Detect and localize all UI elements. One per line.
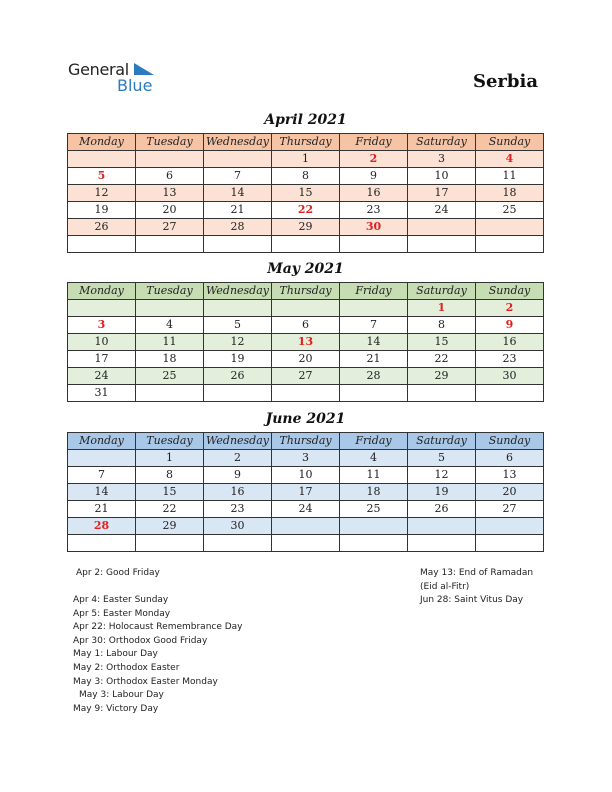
day-cell: 1 — [136, 450, 204, 467]
day-cell: 5 — [68, 168, 136, 185]
empty-day-cell — [204, 151, 272, 168]
calendar-may — [67, 282, 544, 402]
holiday-item: Apr 22: Holocaust Remembrance Day — [73, 622, 243, 632]
day-cell: 23 — [204, 501, 272, 518]
day-cell: 7 — [204, 168, 272, 185]
day-cell: 25 — [476, 202, 544, 219]
weekday-header-row — [68, 283, 544, 300]
day-cell: 3 — [408, 151, 476, 168]
weekday-header-sunday: Sunday — [476, 283, 544, 300]
day-cell: 16 — [340, 185, 408, 202]
week-row — [68, 450, 544, 467]
empty-day-cell — [476, 535, 544, 552]
empty-day-cell — [476, 236, 544, 253]
empty-day-cell — [408, 236, 476, 253]
week-row — [68, 467, 544, 484]
day-cell: 27 — [272, 368, 340, 385]
day-cell: 9 — [204, 467, 272, 484]
day-cell: 9 — [340, 168, 408, 185]
day-cell: 5 — [408, 450, 476, 467]
holiday-item: May 1: Labour Day — [73, 649, 158, 659]
holiday-item: May 3: Labour Day — [79, 690, 164, 700]
month-title-may: May 2021 — [267, 261, 344, 277]
day-cell: 10 — [272, 467, 340, 484]
week-row — [68, 219, 544, 236]
holiday-item: May 9: Victory Day — [73, 704, 159, 714]
day-cell: 14 — [340, 334, 408, 351]
day-cell: 30 — [340, 219, 408, 236]
day-cell: 12 — [204, 334, 272, 351]
holiday-item-continued: (Eid al-Fitr) — [420, 582, 470, 592]
day-cell: 24 — [408, 202, 476, 219]
day-cell: 3 — [272, 450, 340, 467]
day-cell: 16 — [204, 484, 272, 501]
day-cell: 18 — [476, 185, 544, 202]
day-cell: 11 — [340, 467, 408, 484]
week-row — [68, 202, 544, 219]
day-cell: 30 — [204, 518, 272, 535]
day-cell: 6 — [476, 450, 544, 467]
day-cell: 17 — [272, 484, 340, 501]
country-title: Serbia — [472, 71, 538, 92]
weekday-header-thursday: Thursday — [272, 433, 340, 450]
weekday-header-saturday: Saturday — [408, 283, 476, 300]
empty-day-cell — [408, 535, 476, 552]
weekday-header-sunday: Sunday — [476, 433, 544, 450]
day-cell: 21 — [68, 501, 136, 518]
holiday-item: May 2: Orthodox Easter — [73, 663, 180, 673]
day-cell: 15 — [408, 334, 476, 351]
empty-day-cell — [136, 535, 204, 552]
day-cell: 29 — [272, 219, 340, 236]
day-cell: 6 — [272, 317, 340, 334]
empty-day-cell — [136, 236, 204, 253]
day-cell: 27 — [136, 219, 204, 236]
empty-day-cell — [476, 219, 544, 236]
empty-day-cell — [476, 385, 544, 402]
day-cell: 4 — [340, 450, 408, 467]
logo — [68, 60, 158, 96]
empty-day-cell — [68, 450, 136, 467]
day-cell: 24 — [68, 368, 136, 385]
empty-day-cell — [272, 236, 340, 253]
weekday-header-monday: Monday — [68, 134, 136, 151]
logo-triangle-icon — [134, 63, 154, 77]
day-cell: 30 — [476, 368, 544, 385]
day-cell: 28 — [340, 368, 408, 385]
empty-day-cell — [204, 300, 272, 317]
day-cell: 10 — [68, 334, 136, 351]
weekday-header-monday: Monday — [68, 433, 136, 450]
empty-day-cell — [408, 219, 476, 236]
weekday-header-tuesday: Tuesday — [136, 433, 204, 450]
day-cell: 11 — [476, 168, 544, 185]
day-cell: 13 — [136, 185, 204, 202]
day-cell: 6 — [136, 168, 204, 185]
day-cell: 27 — [476, 501, 544, 518]
weekday-header-thursday: Thursday — [272, 134, 340, 151]
empty-day-cell — [272, 518, 340, 535]
weekday-header-friday: Friday — [340, 134, 408, 151]
empty-day-cell — [204, 535, 272, 552]
day-cell: 12 — [68, 185, 136, 202]
day-cell: 19 — [68, 202, 136, 219]
day-cell: 19 — [204, 351, 272, 368]
day-cell: 26 — [408, 501, 476, 518]
day-cell: 20 — [272, 351, 340, 368]
empty-day-cell — [340, 518, 408, 535]
week-row — [68, 317, 544, 334]
empty-day-cell — [68, 151, 136, 168]
month-title-june: June 2021 — [265, 411, 346, 427]
weekday-header-row — [68, 134, 544, 151]
day-cell: 26 — [68, 219, 136, 236]
holiday-item: Apr 2: Good Friday — [76, 568, 160, 578]
weekday-header-tuesday: Tuesday — [136, 283, 204, 300]
day-cell: 21 — [340, 351, 408, 368]
empty-day-cell — [204, 236, 272, 253]
day-cell: 20 — [476, 484, 544, 501]
holiday-item: Apr 5: Easter Monday — [73, 609, 171, 619]
week-row — [68, 300, 544, 317]
day-cell: 20 — [136, 202, 204, 219]
empty-day-cell — [136, 385, 204, 402]
weekday-header-friday: Friday — [340, 433, 408, 450]
day-cell: 21 — [204, 202, 272, 219]
week-row — [68, 185, 544, 202]
holiday-item: Apr 4: Easter Sunday — [73, 595, 169, 605]
empty-day-cell — [340, 236, 408, 253]
week-row — [68, 334, 544, 351]
weekday-header-sunday: Sunday — [476, 134, 544, 151]
day-cell: 17 — [408, 185, 476, 202]
empty-day-cell — [272, 300, 340, 317]
empty-day-cell — [272, 385, 340, 402]
day-cell: 22 — [408, 351, 476, 368]
day-cell: 29 — [136, 518, 204, 535]
day-cell: 3 — [68, 317, 136, 334]
day-cell: 7 — [68, 467, 136, 484]
day-cell: 19 — [408, 484, 476, 501]
empty-day-cell — [476, 518, 544, 535]
day-cell: 8 — [272, 168, 340, 185]
empty-day-cell — [136, 300, 204, 317]
day-cell: 23 — [476, 351, 544, 368]
empty-day-cell — [408, 518, 476, 535]
holiday-item: Apr 30: Orthodox Good Friday — [73, 636, 208, 646]
day-cell: 29 — [408, 368, 476, 385]
day-cell: 1 — [272, 151, 340, 168]
week-row — [68, 501, 544, 518]
week-row — [68, 351, 544, 368]
empty-day-cell — [408, 385, 476, 402]
empty-day-cell — [340, 385, 408, 402]
week-row — [68, 385, 544, 402]
empty-day-cell — [340, 300, 408, 317]
day-cell: 25 — [136, 368, 204, 385]
empty-day-cell — [68, 236, 136, 253]
weekday-header-monday: Monday — [68, 283, 136, 300]
day-cell: 4 — [136, 317, 204, 334]
day-cell: 22 — [136, 501, 204, 518]
day-cell: 2 — [204, 450, 272, 467]
day-cell: 5 — [204, 317, 272, 334]
holiday-item: Jun 28: Saint Vitus Day — [420, 595, 524, 605]
day-cell: 14 — [68, 484, 136, 501]
day-cell: 9 — [476, 317, 544, 334]
empty-day-cell — [68, 300, 136, 317]
week-row — [68, 368, 544, 385]
weekday-header-friday: Friday — [340, 283, 408, 300]
holiday-item: May 3: Orthodox Easter Monday — [73, 677, 218, 687]
week-row — [68, 236, 544, 253]
weekday-header-saturday: Saturday — [408, 433, 476, 450]
day-cell: 8 — [408, 317, 476, 334]
weekday-header-thursday: Thursday — [272, 283, 340, 300]
day-cell: 2 — [476, 300, 544, 317]
logo-blue-text: Blue — [117, 76, 153, 95]
empty-day-cell — [68, 535, 136, 552]
day-cell: 15 — [272, 185, 340, 202]
day-cell: 25 — [340, 501, 408, 518]
empty-day-cell — [204, 385, 272, 402]
day-cell: 28 — [68, 518, 136, 535]
day-cell: 17 — [68, 351, 136, 368]
day-cell: 2 — [340, 151, 408, 168]
weekday-header-saturday: Saturday — [408, 134, 476, 151]
day-cell: 4 — [476, 151, 544, 168]
calendar-june — [67, 432, 544, 552]
day-cell: 23 — [340, 202, 408, 219]
day-cell: 28 — [204, 219, 272, 236]
logo-general-text: General — [68, 60, 129, 79]
day-cell: 11 — [136, 334, 204, 351]
weekday-header-row — [68, 433, 544, 450]
empty-day-cell — [272, 535, 340, 552]
day-cell: 18 — [136, 351, 204, 368]
empty-day-cell — [340, 535, 408, 552]
day-cell: 24 — [272, 501, 340, 518]
day-cell: 18 — [340, 484, 408, 501]
day-cell: 31 — [68, 385, 136, 402]
day-cell: 22 — [272, 202, 340, 219]
day-cell: 8 — [136, 467, 204, 484]
week-row — [68, 484, 544, 501]
day-cell: 15 — [136, 484, 204, 501]
day-cell: 26 — [204, 368, 272, 385]
day-cell: 13 — [272, 334, 340, 351]
week-row — [68, 518, 544, 535]
day-cell: 16 — [476, 334, 544, 351]
day-cell: 10 — [408, 168, 476, 185]
weekday-header-tuesday: Tuesday — [136, 134, 204, 151]
holiday-item: May 13: End of Ramadan — [420, 568, 534, 578]
weekday-header-wednesday: Wednesday — [204, 283, 272, 300]
empty-day-cell — [136, 151, 204, 168]
weekday-header-wednesday: Wednesday — [204, 134, 272, 151]
calendar-april — [67, 133, 544, 253]
day-cell: 7 — [340, 317, 408, 334]
week-row — [68, 151, 544, 168]
weekday-header-wednesday: Wednesday — [204, 433, 272, 450]
day-cell: 13 — [476, 467, 544, 484]
month-title-april: April 2021 — [264, 112, 347, 128]
day-cell: 1 — [408, 300, 476, 317]
day-cell: 12 — [408, 467, 476, 484]
day-cell: 14 — [204, 185, 272, 202]
week-row — [68, 168, 544, 185]
week-row — [68, 535, 544, 552]
